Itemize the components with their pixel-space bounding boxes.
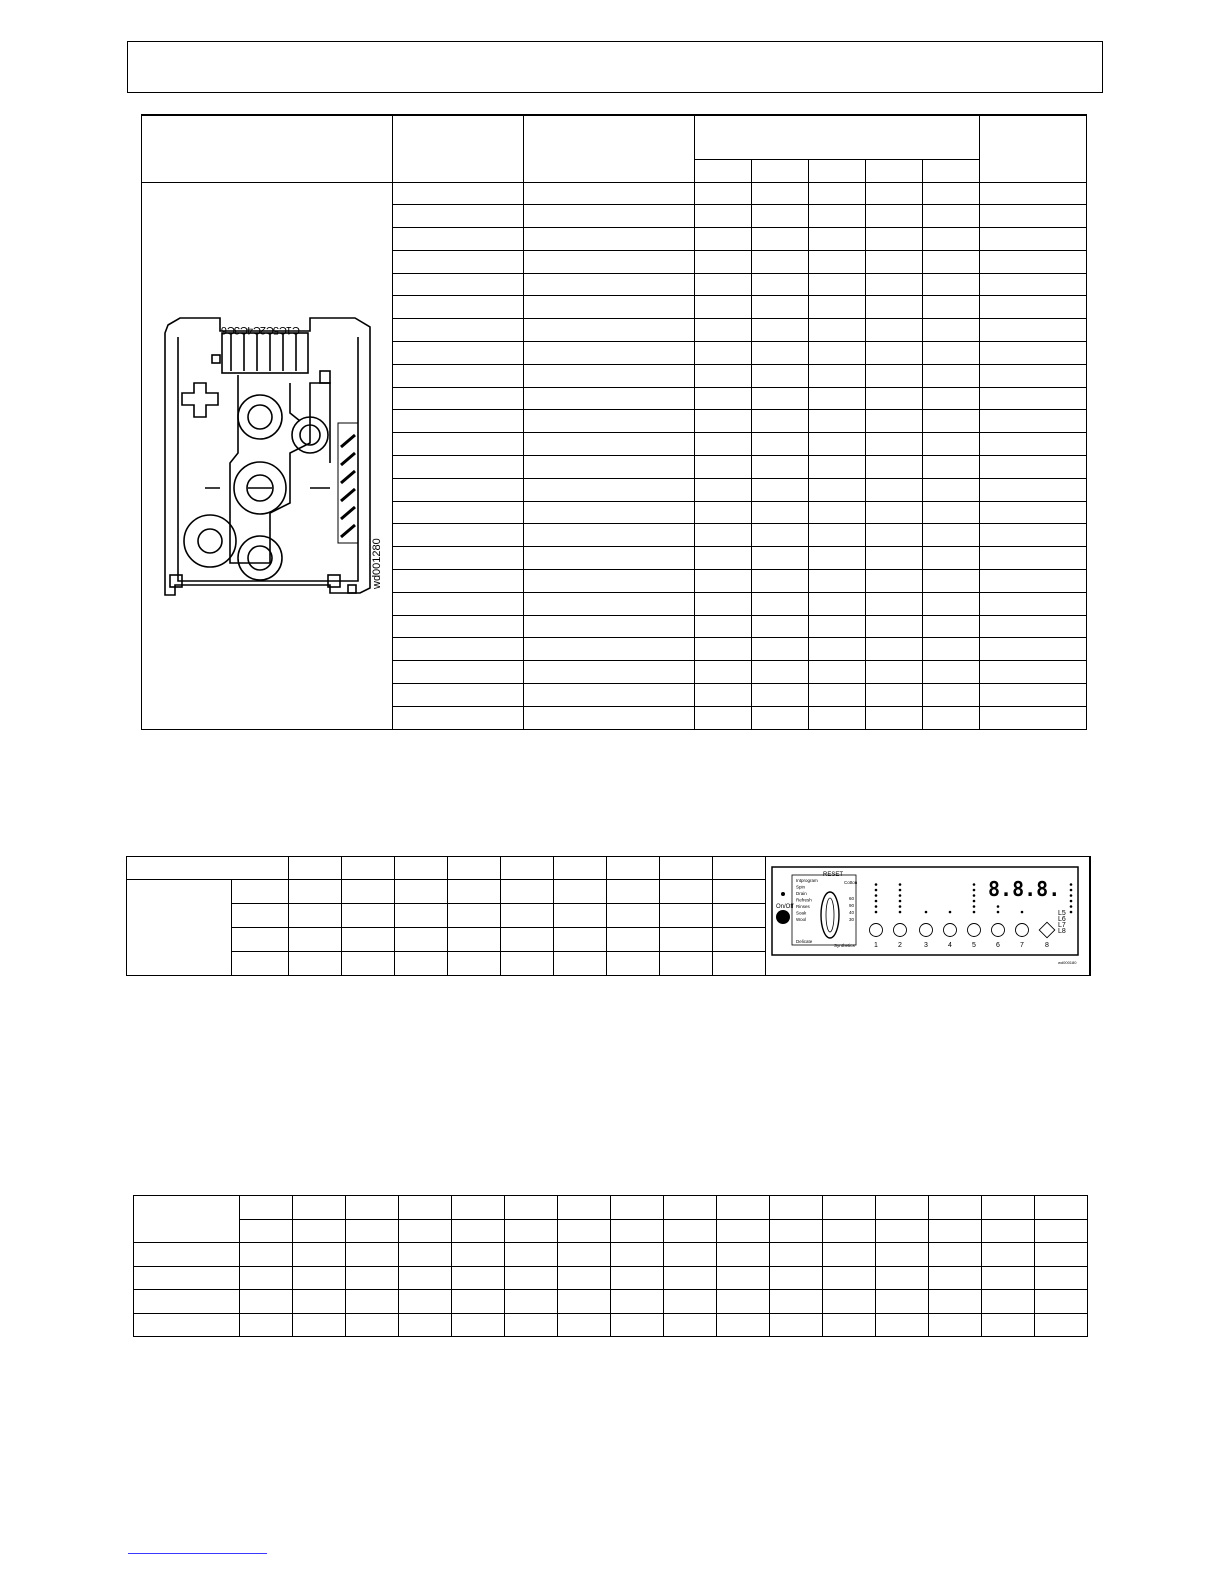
temperature-label: 60 — [849, 896, 855, 901]
led-indicator — [875, 889, 878, 892]
panel-button-1[interactable] — [870, 924, 883, 937]
led-indicator — [973, 894, 976, 897]
button-number: 8 — [1045, 942, 1049, 949]
panel-figure-code: wd000180 — [1058, 960, 1077, 965]
led-indicator — [899, 883, 902, 886]
header-box — [127, 41, 1103, 93]
led-indicator — [1070, 894, 1073, 897]
led-indicator — [1070, 889, 1073, 892]
brand-logo — [338, 423, 358, 543]
footer-link-underline — [128, 1553, 267, 1554]
panel-button-7[interactable] — [1016, 924, 1029, 937]
program-label: Soak — [796, 910, 807, 916]
led-indicator — [973, 900, 976, 903]
led-indicator — [899, 900, 902, 903]
led-indicator — [973, 911, 976, 914]
program-label: Rinses — [796, 904, 810, 909]
button-number: 2 — [898, 942, 902, 949]
button-number: 1 — [874, 942, 878, 949]
led-indicator — [1070, 905, 1073, 908]
led-indicator — [973, 905, 976, 908]
panel-button-2[interactable] — [894, 924, 907, 937]
led-indicator — [973, 883, 976, 886]
pin-label: C6 — [220, 324, 235, 336]
led-indicator — [875, 905, 878, 908]
led-indicator — [875, 900, 878, 903]
seven-segment-display: 8.8.8. — [988, 877, 1061, 901]
table-row — [134, 1243, 1088, 1267]
pin-label: C1 — [285, 324, 300, 336]
led-indicator — [875, 894, 878, 897]
led-indicator — [1070, 883, 1073, 886]
led-indicator — [899, 894, 902, 897]
button-number: 3 — [924, 942, 928, 949]
pin-label: C2 — [259, 324, 274, 336]
table-row — [134, 1219, 1088, 1243]
onoff-label: On/Off — [776, 904, 794, 910]
led-indicator — [997, 905, 1000, 908]
button-number: 7 — [1020, 942, 1024, 949]
reset-label: RESET — [823, 872, 844, 878]
pin-label: C5 — [272, 324, 287, 336]
delicate-label: Delicate — [796, 939, 813, 944]
selector-switch-drawing — [160, 313, 390, 603]
program-dial[interactable] — [821, 892, 839, 938]
table-row — [134, 1196, 1088, 1220]
panel-button-5[interactable] — [968, 924, 981, 937]
cotton-label: Cotton — [844, 880, 858, 885]
panel-button-3[interactable] — [920, 924, 933, 937]
led-label: L7 — [1058, 922, 1066, 929]
program-label: Wool — [796, 917, 807, 922]
table-row — [142, 182, 1087, 205]
led-indicator — [1070, 911, 1073, 914]
option-table — [133, 1195, 1088, 1337]
power-button[interactable] — [776, 910, 790, 924]
led-label: L6 — [1058, 916, 1066, 923]
panel-button-8[interactable] — [1039, 922, 1055, 938]
pin-label: C4 — [246, 324, 261, 336]
led-label: L5 — [1058, 910, 1066, 917]
program-label: Drain — [796, 891, 807, 896]
synthetics-label: Synthetics — [834, 943, 855, 948]
table-row — [134, 1313, 1088, 1337]
table-row — [134, 1290, 1088, 1314]
button-number: 4 — [948, 942, 952, 949]
program-label: Intprogram — [796, 878, 818, 883]
table-row — [134, 1266, 1088, 1290]
led-indicator — [1021, 911, 1024, 914]
led-indicator — [949, 911, 952, 914]
led-indicator — [899, 911, 902, 914]
pin-label: C3 — [233, 324, 248, 336]
temperature-label: 30 — [849, 917, 855, 922]
led-indicator — [875, 883, 878, 886]
button-number: 6 — [996, 942, 1000, 949]
led-indicator — [925, 911, 928, 914]
temperature-label: 40 — [849, 910, 855, 915]
led-label: L8 — [1058, 928, 1066, 935]
program-label: Spin — [796, 884, 806, 890]
led-indicator — [875, 911, 878, 914]
program-label: Refresh — [796, 897, 812, 903]
control-panel-figure — [766, 860, 1086, 972]
led-indicator — [973, 889, 976, 892]
control-panel-drawing — [766, 860, 1086, 972]
selector-switch-figure — [160, 313, 390, 603]
figure-code: wd001280 — [371, 538, 383, 589]
temperature-label: 90 — [849, 903, 855, 908]
panel-button-4[interactable] — [944, 924, 957, 937]
led-indicator — [899, 889, 902, 892]
button-number: 5 — [972, 942, 976, 949]
led-indicator — [1070, 900, 1073, 903]
led-indicator — [997, 911, 1000, 914]
panel-button-6[interactable] — [992, 924, 1005, 937]
led-indicator — [899, 905, 902, 908]
